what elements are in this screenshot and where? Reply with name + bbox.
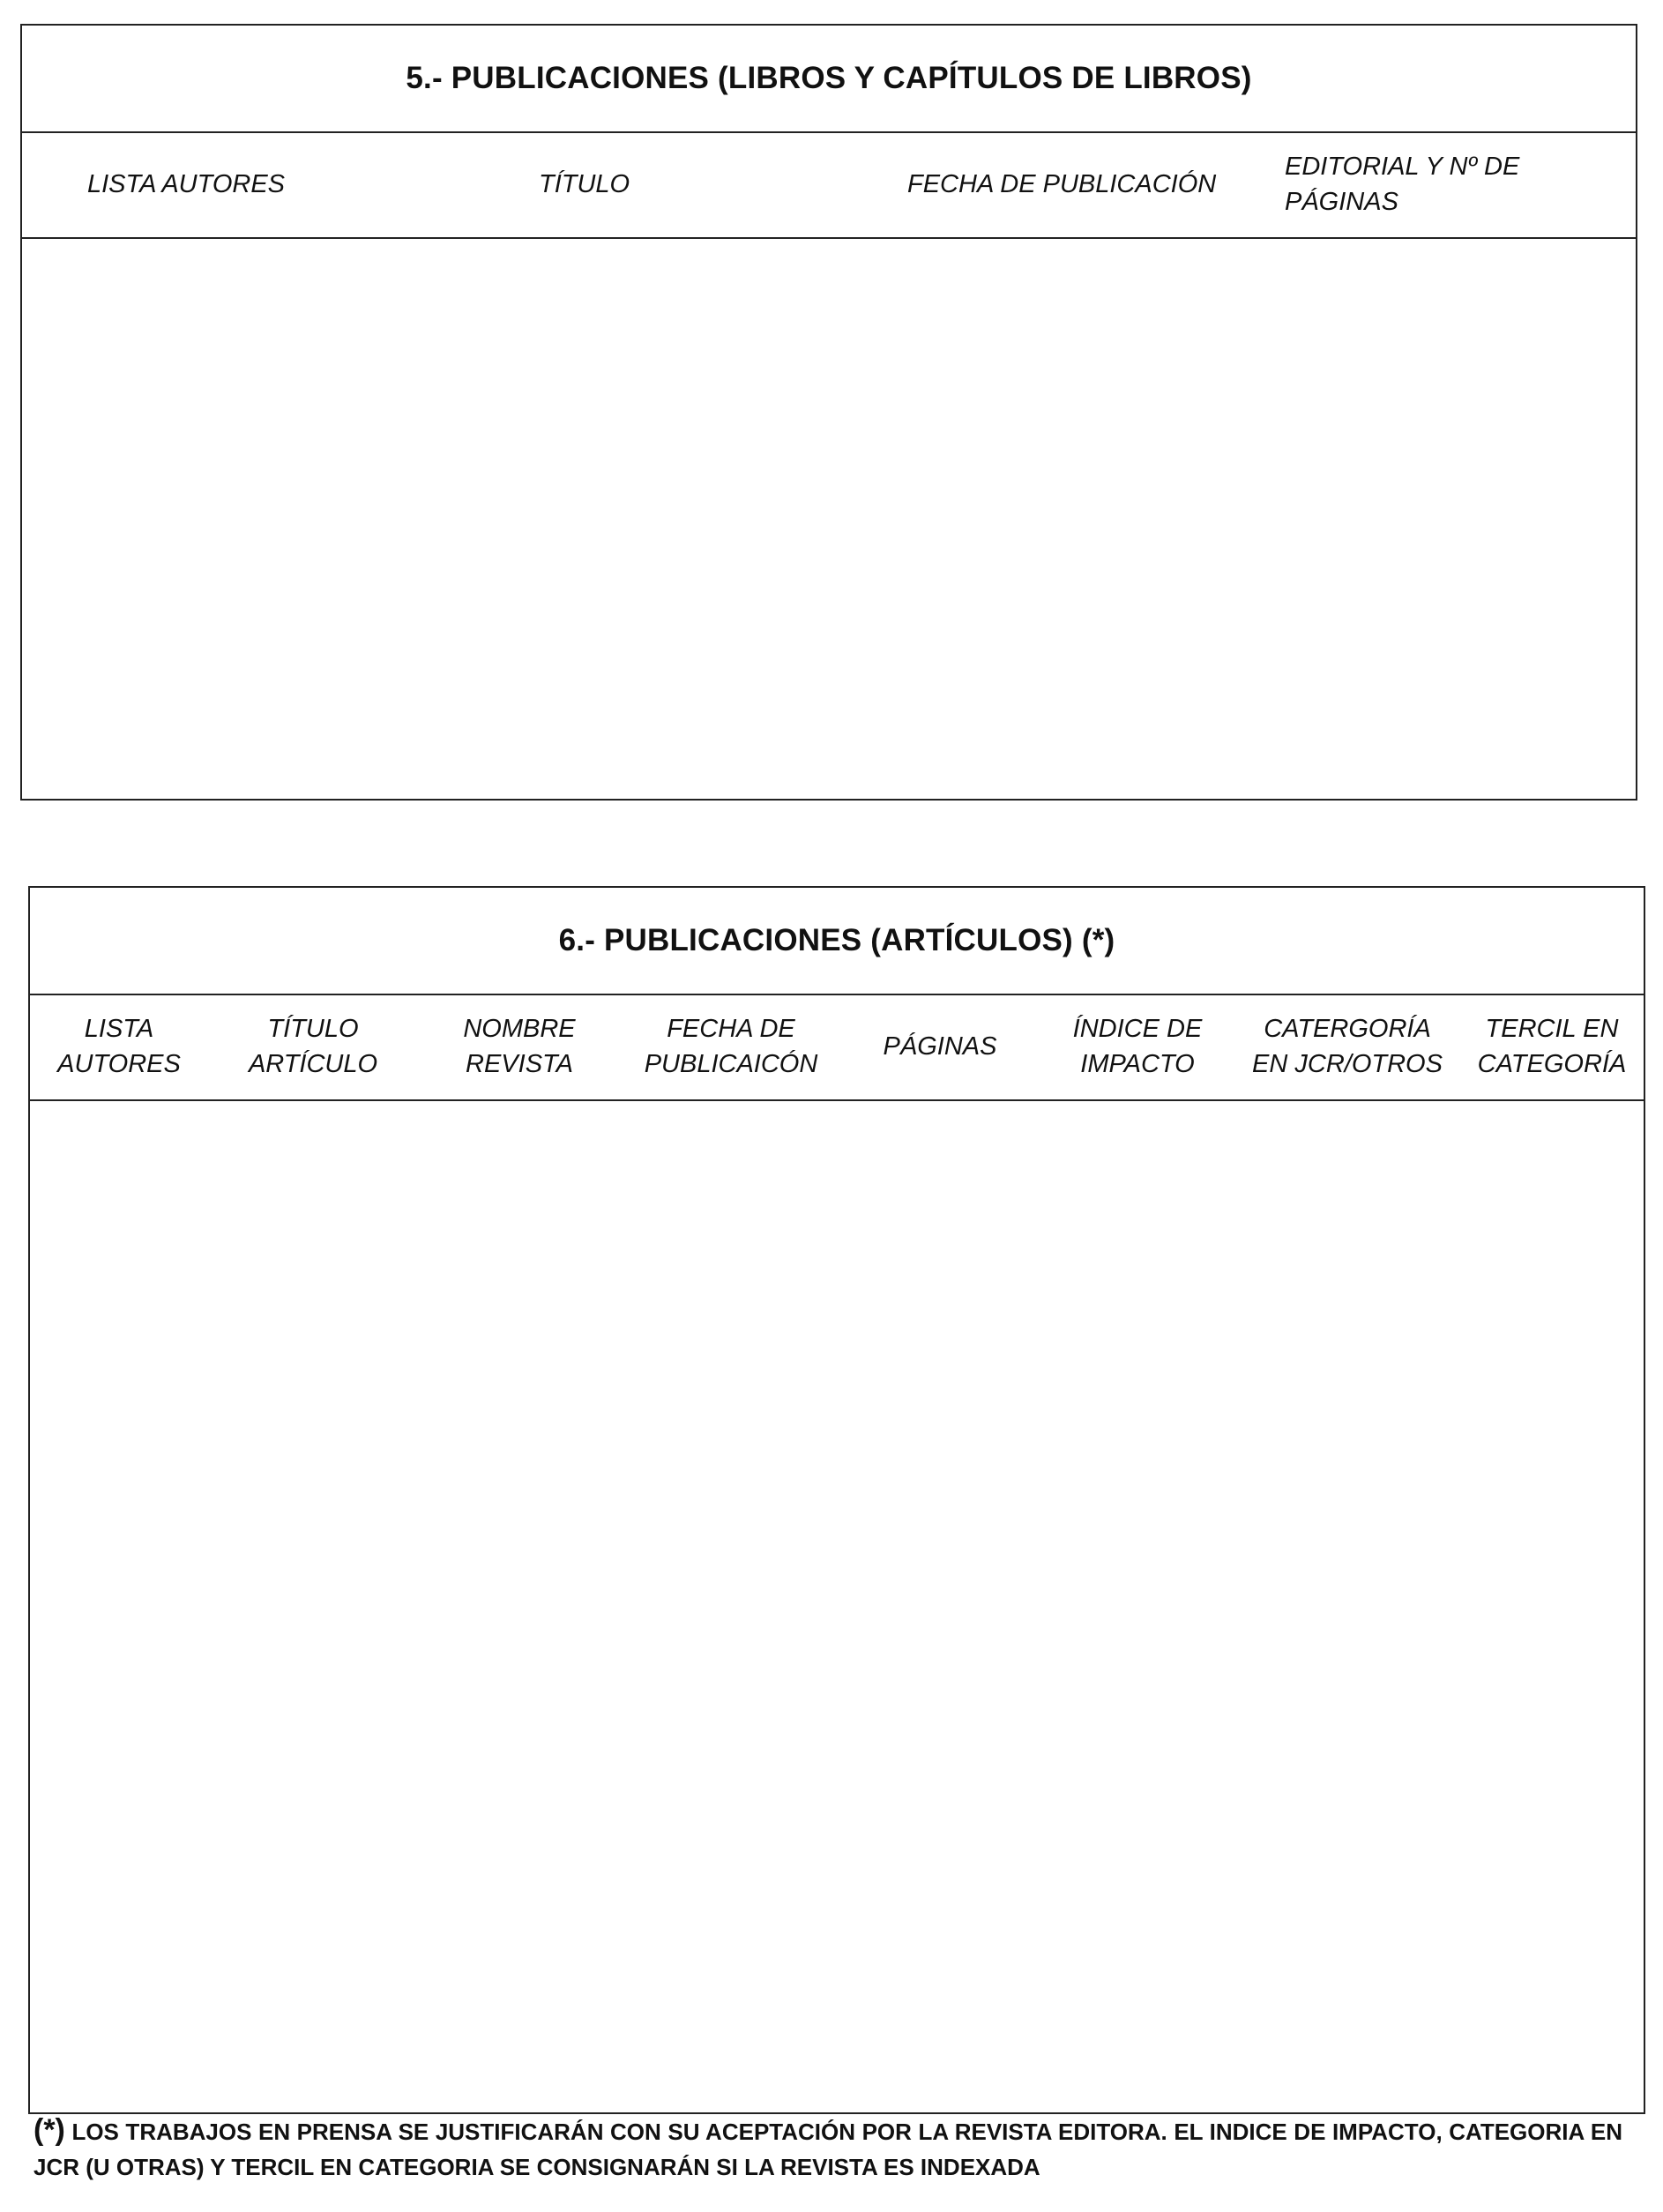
articles-col-article-title: TÍTULO ARTÍCULO [248, 1015, 378, 1078]
articles-publications-section [28, 886, 1645, 2114]
articles-col-impact-factor: ÍNDICE DE IMPACTO [1072, 1015, 1203, 1078]
books-col-title: TÍTULO [539, 170, 630, 198]
books-header-row [22, 131, 1636, 239]
books-col-authors: LISTA AUTORES [87, 170, 285, 198]
books-section-title: 5.- PUBLICACIONES (LIBROS Y CAPÍTULOS DE LIBROS) [22, 26, 1636, 133]
articles-col-publication-date: FECHA DE PUBLICAICÓN [644, 1015, 818, 1078]
articles-col-authors: LISTA AUTORES [57, 1015, 181, 1078]
books-col-date: FECHA DE PUBLICACIÓN [907, 170, 1217, 198]
articles-entries-area[interactable] [30, 1099, 1644, 2112]
footnote-text: LOS TRABAJOS EN PRENSA SE JUSTIFICARÁN CON SU ACEPTACIÓN POR LA REVISTA EDITORA. EL INDICE DE IMPACTO, CATEGORIA EN JCR (U OTRAS) Y TERCIL EN CATEGORIA SE CONSIGNARÁN SI LA REVISTA ES INDEXADA [34, 2119, 1622, 2180]
footnote [34, 2112, 1622, 2185]
articles-col-pages: PÁGINAS [883, 1032, 997, 1061]
books-entries-area[interactable] [22, 237, 1636, 799]
books-publications-section [20, 24, 1637, 801]
footnote-mark: (*) [34, 2113, 65, 2147]
articles-header-row [30, 994, 1644, 1101]
books-col-publisher-pages: EDITORIAL Y Nº DE PÁGINAS [1285, 153, 1520, 216]
articles-col-tercile: TERCIL EN CATEGORÍA [1477, 1015, 1627, 1078]
articles-col-jcr-category: CATERGORÍA EN JCR/OTROS [1252, 1015, 1443, 1078]
articles-col-journal-name: NOMBRE REVISTA [463, 1015, 576, 1078]
articles-section-title: 6.- PUBLICACIONES (ARTÍCULOS) (*) [30, 888, 1644, 995]
